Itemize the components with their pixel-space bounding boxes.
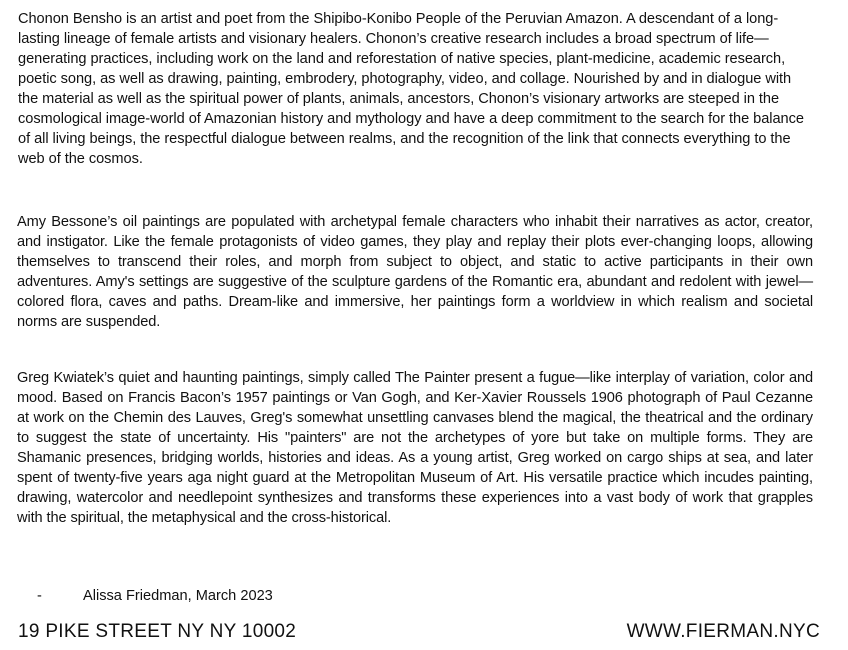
footer-website-link[interactable]: WWW.FIERMAN.NYC bbox=[626, 621, 820, 642]
artist-bio-greg-kwiatek: Greg Kwiatek’s quiet and haunting paintings, simply called The Painter present a fugue—like interplay of variation, color and mood. Based on Francis Bacon’s 1957 paintings or Van Gogh, and Ker-Xavier Roussels 1906 photograph of Paul Cezanne at work on the Chemin des Lauves, Greg's somewhat unsettling canvases blend the magical, the theatrical and the ordinary to suggest the state of uncertainty. His "painters" are not the archetypes of yore but take on multiple forms. They are Shamanic presences, bridging worlds, histories and ideas. As a young artist, Greg worked on cargo ships at sea, and later spent of twenty-five years aga night guard at the Metropolitan Museum of Art. His versatile practice which incudes painting, drawing, watercolor and needlepoint synthesizes and transforms these experiences into a vast body of work that grapples with the spiritual, the metaphysical and the cross-historical. bbox=[17, 370, 813, 526]
signature-author-date: Alissa Friedman, March 2023 bbox=[83, 588, 273, 604]
artist-bio-chonon-bensho: Chonon Bensho is an artist and poet from the Shipibo-Konibo People of the Peruvian Amazon. A descendant of a long-lasting lineage of female artists and visionary healers. Chonon’s creative research includes a broad spectrum of life—generating practices, including work on the land and reforestation of native species, plant-medicine, academic research, poetic song, as well as drawing, painting, embrodery, photography, video, and collage. Nourished by and in dialogue with the material as well as the spiritual power of plants, animals, ancestors, Chonon’s visionary artworks are steeped in the cosmological image-world of Amazonian history and mythology and have a deep commitment to the search for the balance of all living beings, the respectful dialogue between realms, and the recognition of the link that connects everything to the web of the cosmos. bbox=[18, 11, 804, 167]
artist-bio-amy-bessone: Amy Bessone’s oil paintings are populated with archetypal female characters who inhabit their narratives as actor, creator, and instigator. Like the female protagonists of video games, they play and replay their plots ever-changing loops, allowing themselves to transcend their roles, and morph from subject to object, and static to active participants in their own adventures. Amy's settings are suggestive of the sculpture gardens of the Romantic era, abundant and redolent with jewel—colored flora, caves and paths. Dream-like and immersive, her paintings form a worldview in which realism and societal norms are suspended. bbox=[17, 214, 813, 330]
signature-dash: - bbox=[37, 588, 42, 604]
footer-address: 19 PIKE STREET NY NY 10002 bbox=[18, 621, 297, 642]
